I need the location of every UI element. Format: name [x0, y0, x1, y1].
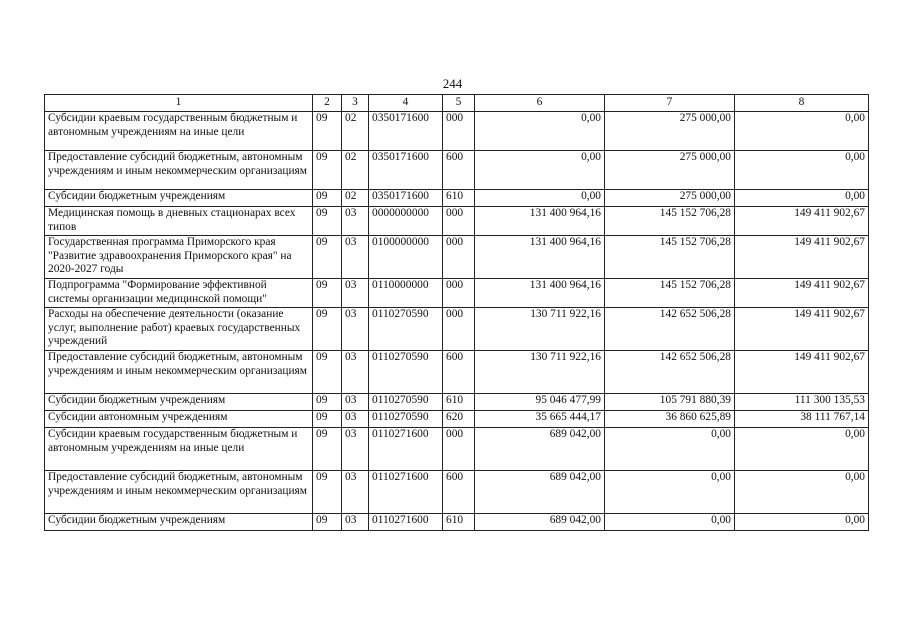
row-subsection: 03 — [342, 236, 369, 279]
row-amount-7: 36 860 625,89 — [605, 411, 735, 428]
column-header: 2 — [313, 95, 342, 112]
row-amount-6: 689 042,00 — [475, 428, 605, 471]
row-subsection: 03 — [342, 207, 369, 236]
row-amount-8: 0,00 — [735, 471, 869, 514]
row-target-code: 0000000000 — [369, 207, 443, 236]
row-target-code: 0110270590 — [369, 411, 443, 428]
row-amount-8: 111 300 135,53 — [735, 394, 869, 411]
row-target-code: 0110271600 — [369, 428, 443, 471]
row-section: 09 — [313, 207, 342, 236]
table-row — [45, 514, 869, 531]
row-subsection: 03 — [342, 411, 369, 428]
table-row — [45, 471, 869, 514]
row-expense-type: 610 — [443, 394, 475, 411]
row-amount-7: 145 152 706,28 — [605, 207, 735, 236]
row-expense-type: 610 — [443, 190, 475, 207]
table-row — [45, 190, 869, 207]
row-amount-8: 38 111 767,14 — [735, 411, 869, 428]
row-expense-type: 600 — [443, 351, 475, 394]
row-name: Медицинская помощь в дневных стационарах всех типов — [45, 207, 313, 236]
row-amount-8: 149 411 902,67 — [735, 279, 869, 308]
table-row — [45, 428, 869, 471]
row-amount-7: 275 000,00 — [605, 151, 735, 190]
row-amount-7: 0,00 — [605, 471, 735, 514]
row-section: 09 — [313, 471, 342, 514]
row-expense-type: 000 — [443, 428, 475, 471]
row-target-code: 0350171600 — [369, 112, 443, 151]
row-target-code: 0110270590 — [369, 351, 443, 394]
row-expense-type: 000 — [443, 207, 475, 236]
row-amount-8: 0,00 — [735, 190, 869, 207]
row-subsection: 02 — [342, 151, 369, 190]
row-target-code: 0110000000 — [369, 279, 443, 308]
column-header: 6 — [475, 95, 605, 112]
row-amount-8: 149 411 902,67 — [735, 351, 869, 394]
row-target-code: 0350171600 — [369, 190, 443, 207]
table-row — [45, 279, 869, 308]
table-row — [45, 236, 869, 279]
row-amount-8: 0,00 — [735, 428, 869, 471]
header-row — [45, 95, 869, 112]
table-row — [45, 151, 869, 190]
page-number: 244 — [442, 76, 463, 91]
row-expense-type: 000 — [443, 236, 475, 279]
column-header: 7 — [605, 95, 735, 112]
row-section: 09 — [313, 190, 342, 207]
row-section: 09 — [313, 411, 342, 428]
row-section: 09 — [313, 428, 342, 471]
row-section: 09 — [313, 394, 342, 411]
row-target-code: 0100000000 — [369, 236, 443, 279]
row-amount-8: 149 411 902,67 — [735, 236, 869, 279]
row-section: 09 — [313, 308, 342, 351]
row-amount-7: 142 652 506,28 — [605, 351, 735, 394]
row-amount-6: 131 400 964,16 — [475, 279, 605, 308]
table-row — [45, 351, 869, 394]
row-subsection: 03 — [342, 351, 369, 394]
row-amount-7: 145 152 706,28 — [605, 236, 735, 279]
row-subsection: 03 — [342, 394, 369, 411]
table-row — [45, 308, 869, 351]
row-expense-type: 000 — [443, 308, 475, 351]
row-amount-7: 275 000,00 — [605, 190, 735, 207]
row-expense-type: 000 — [443, 112, 475, 151]
row-amount-7: 0,00 — [605, 514, 735, 531]
row-amount-8: 0,00 — [735, 151, 869, 190]
row-amount-6: 130 711 922,16 — [475, 308, 605, 351]
row-amount-8: 0,00 — [735, 514, 869, 531]
table-row — [45, 394, 869, 411]
column-header: 8 — [735, 95, 869, 112]
row-amount-7: 0,00 — [605, 428, 735, 471]
row-amount-6: 35 665 444,17 — [475, 411, 605, 428]
row-name: Государственная программа Приморского края "Развитие здравоохранения Приморского края" на 2020-2027 годы — [45, 236, 313, 279]
row-amount-6: 130 711 922,16 — [475, 351, 605, 394]
row-section: 09 — [313, 151, 342, 190]
table-row — [45, 411, 869, 428]
row-section: 09 — [313, 236, 342, 279]
row-expense-type: 000 — [443, 279, 475, 308]
row-amount-6: 0,00 — [475, 151, 605, 190]
row-name: Предоставление субсидий бюджетным, автономным учреждениям и иным некоммерческим организациям — [45, 351, 313, 394]
row-target-code: 0350171600 — [369, 151, 443, 190]
row-section: 09 — [313, 351, 342, 394]
row-subsection: 02 — [342, 112, 369, 151]
row-amount-7: 105 791 880,39 — [605, 394, 735, 411]
column-header: 5 — [443, 95, 475, 112]
table-row — [45, 207, 869, 236]
column-header: 4 — [369, 95, 443, 112]
row-subsection: 02 — [342, 190, 369, 207]
row-amount-6: 0,00 — [475, 190, 605, 207]
row-target-code: 0110270590 — [369, 308, 443, 351]
row-name: Субсидии бюджетным учреждениям — [45, 514, 313, 531]
row-name: Предоставление субсидий бюджетным, автономным учреждениям и иным некоммерческим организациям — [45, 151, 313, 190]
row-name: Субсидии бюджетным учреждениям — [45, 394, 313, 411]
row-amount-6: 689 042,00 — [475, 471, 605, 514]
row-name: Предоставление субсидий бюджетным, автономным учреждениям и иным некоммерческим организациям — [45, 471, 313, 514]
row-amount-6: 131 400 964,16 — [475, 236, 605, 279]
row-name: Подпрограмма "Формирование эффективной системы организации медицинской помощи" — [45, 279, 313, 308]
row-amount-6: 131 400 964,16 — [475, 207, 605, 236]
row-amount-7: 275 000,00 — [605, 112, 735, 151]
row-name: Субсидии краевым государственным бюджетным и автономным учреждениям на иные цели — [45, 428, 313, 471]
row-amount-8: 149 411 902,67 — [735, 308, 869, 351]
row-subsection: 03 — [342, 471, 369, 514]
row-section: 09 — [313, 112, 342, 151]
row-subsection: 03 — [342, 428, 369, 471]
budget-table — [44, 94, 869, 531]
row-name: Субсидии бюджетным учреждениям — [45, 190, 313, 207]
row-section: 09 — [313, 279, 342, 308]
row-amount-6: 689 042,00 — [475, 514, 605, 531]
column-header: 3 — [342, 95, 369, 112]
row-expense-type: 600 — [443, 151, 475, 190]
row-amount-6: 95 046 477,99 — [475, 394, 605, 411]
row-name: Субсидии автономным учреждениям — [45, 411, 313, 428]
row-name: Расходы на обеспечение деятельности (оказание услуг, выполнение работ) краевых государственных учреждений — [45, 308, 313, 351]
row-amount-8: 149 411 902,67 — [735, 207, 869, 236]
row-target-code: 0110271600 — [369, 514, 443, 531]
row-section: 09 — [313, 514, 342, 531]
row-amount-6: 0,00 — [475, 112, 605, 151]
row-target-code: 0110270590 — [369, 394, 443, 411]
column-header: 1 — [45, 95, 313, 112]
row-expense-type: 620 — [443, 411, 475, 428]
row-amount-8: 0,00 — [735, 112, 869, 151]
row-target-code: 0110271600 — [369, 471, 443, 514]
row-expense-type: 610 — [443, 514, 475, 531]
row-subsection: 03 — [342, 514, 369, 531]
row-expense-type: 600 — [443, 471, 475, 514]
row-subsection: 03 — [342, 308, 369, 351]
row-amount-7: 142 652 506,28 — [605, 308, 735, 351]
row-amount-7: 145 152 706,28 — [605, 279, 735, 308]
row-subsection: 03 — [342, 279, 369, 308]
table-row — [45, 112, 869, 151]
row-name: Субсидии краевым государственным бюджетным и автономным учреждениям на иные цели — [45, 112, 313, 151]
